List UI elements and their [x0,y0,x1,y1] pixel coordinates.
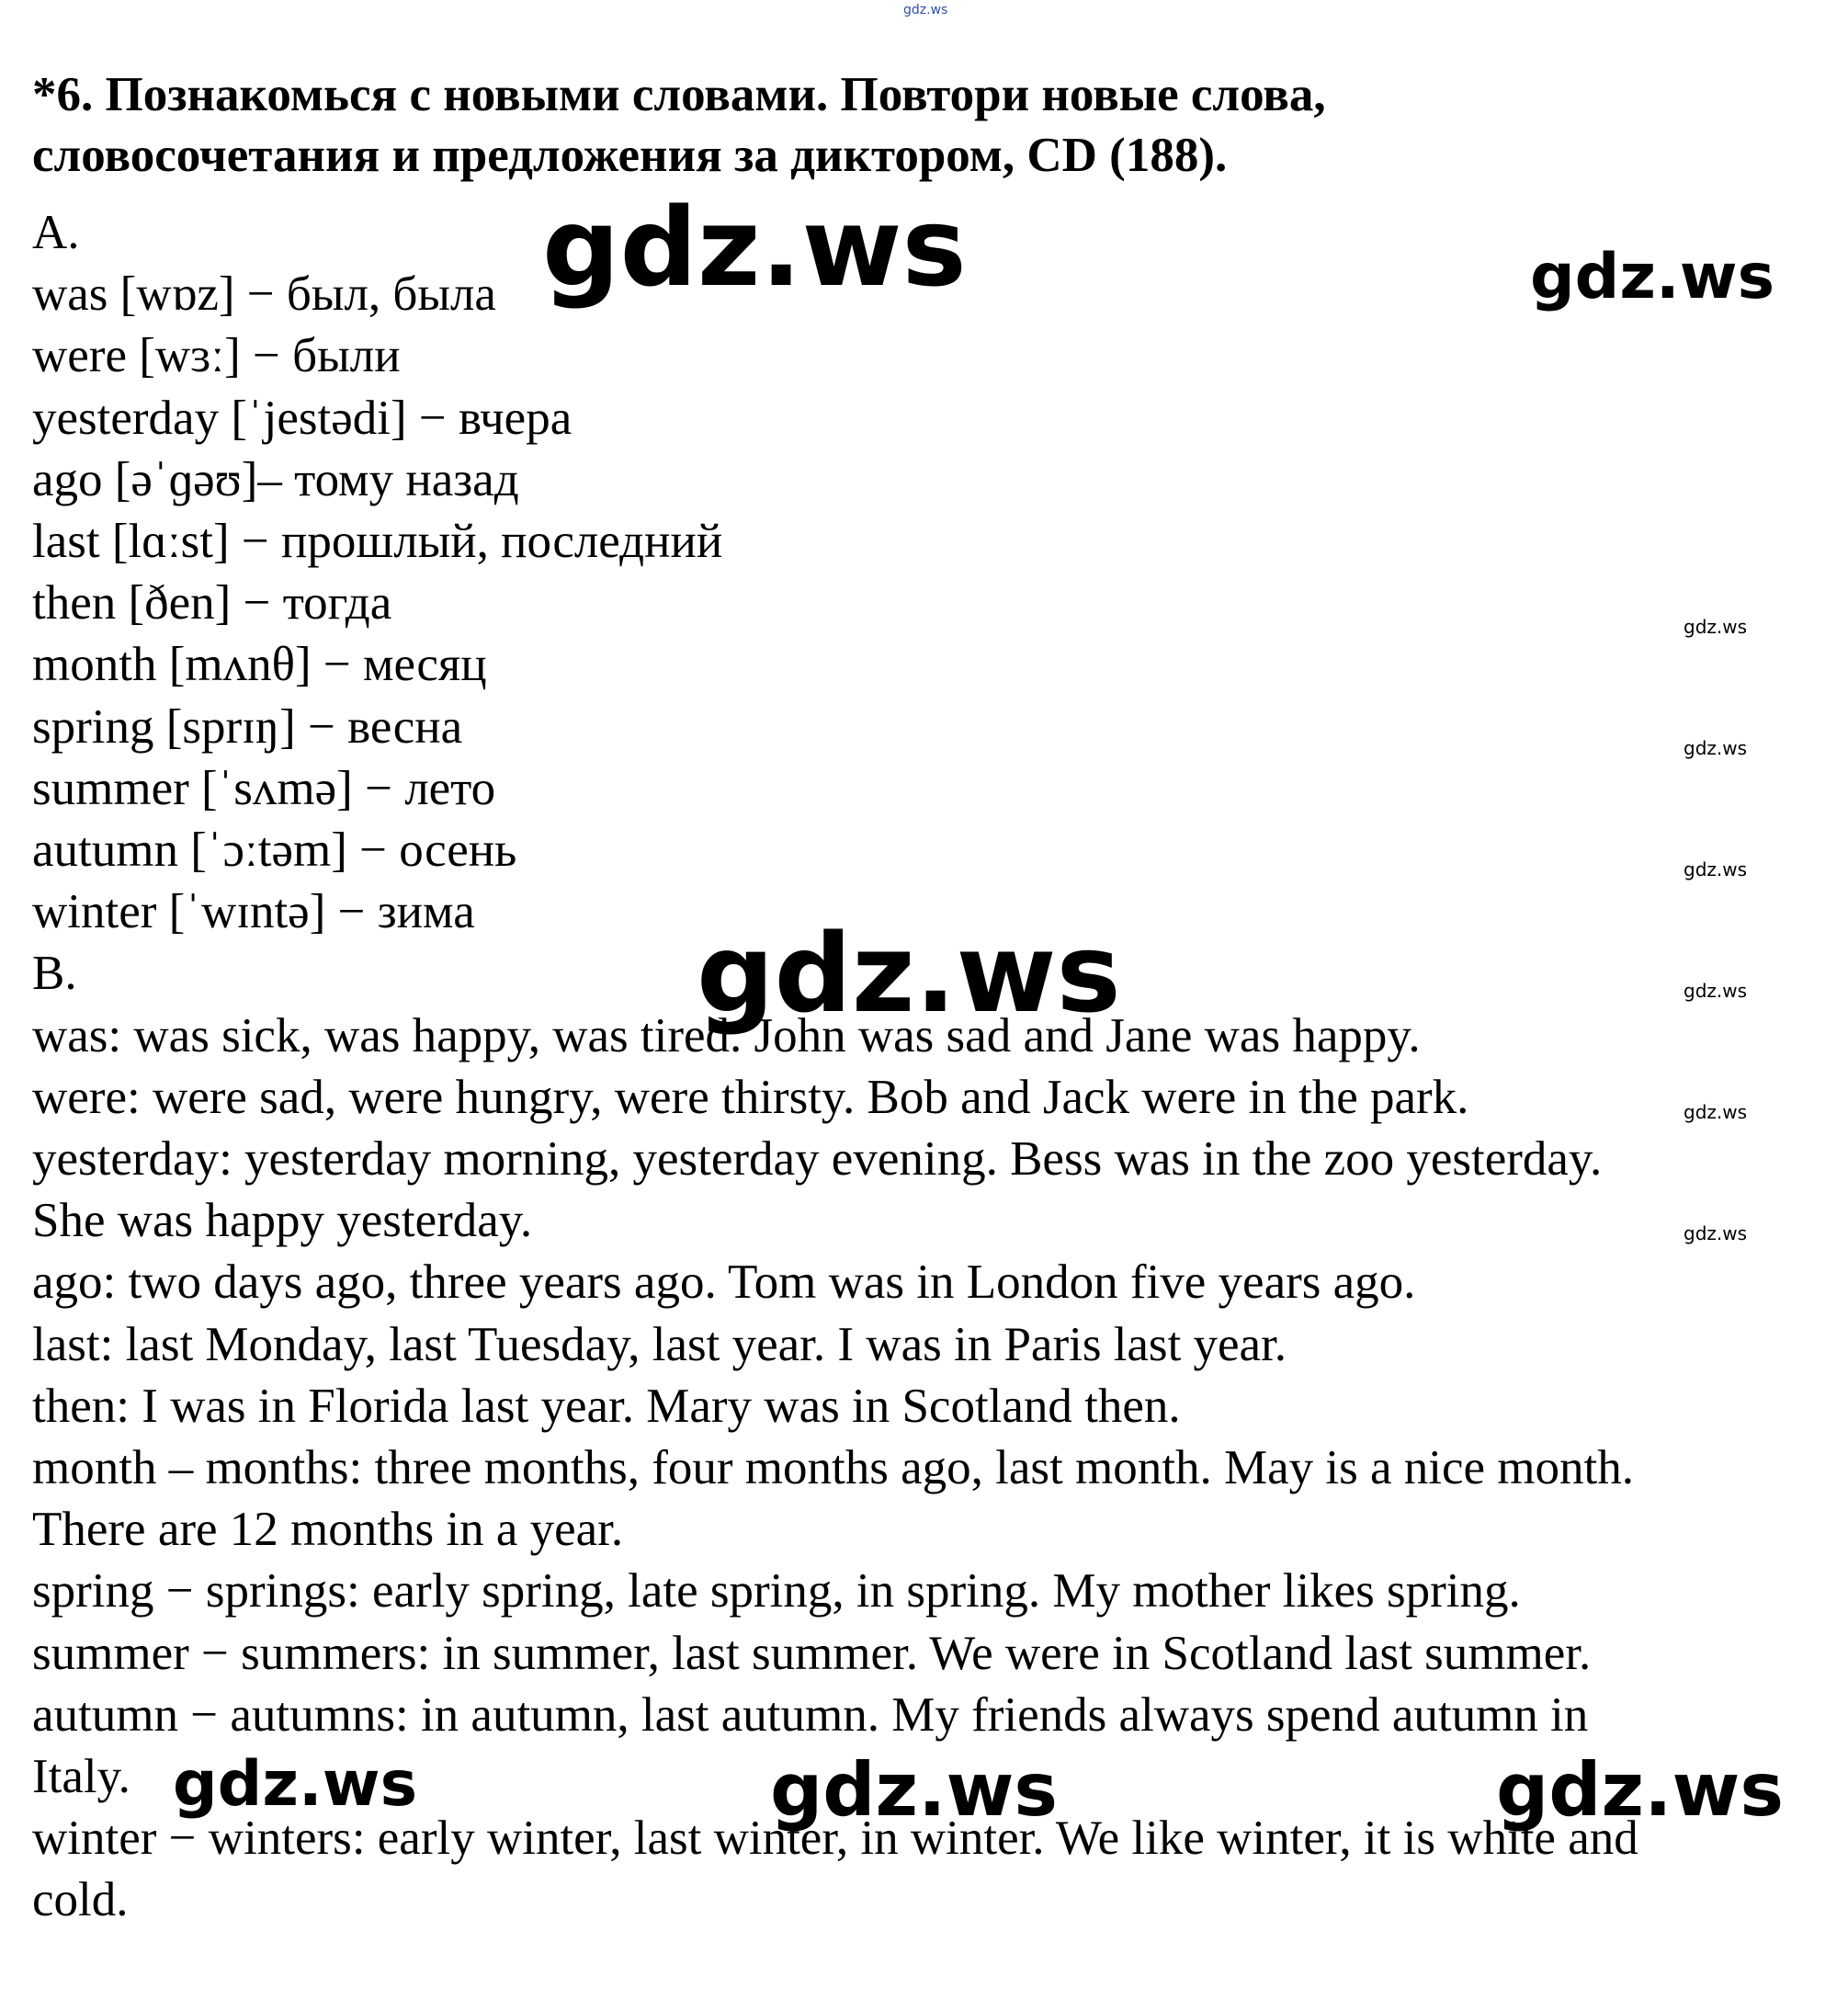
vocab-entry: ago [əˈɡəʊ]– тому назад [32,452,519,506]
watermark-small: gdz.ws [1684,616,1748,638]
vocab-entry: month [mʌnθ] − месяц [32,638,487,692]
watermark-large-top: gdz.ws [542,184,967,311]
vocab-entry: summer [ˈsʌmə] − лето [32,761,496,815]
watermark-top-right: gdz.ws [1530,241,1775,313]
example-line: ago: two days ago, three years ago. Tom was in London five years ago. [32,1255,1416,1310]
example-line: last: last Monday, last Tuesday, last year. I was in Paris last year. [32,1317,1287,1371]
vocab-entry: last [lɑːst] − прошлый, последний [32,515,723,569]
watermark-bottom-left: gdz.ws [173,1748,418,1821]
watermark-small: gdz.ws [1684,858,1748,880]
watermark-bottom-center: gdz.ws [770,1747,1059,1833]
example-line: cold. [32,1873,129,1927]
example-line: was: was sick, was happy, was tired. John was sad and Jane was happy. [32,1008,1421,1062]
header-watermark: gdz.ws [903,3,948,17]
watermark-large-middle: gdz.ws [697,910,1121,1037]
section-a-label: A. [32,206,80,259]
example-line: Italy. [32,1750,130,1804]
example-line: month – months: three months, four months ago, last month. May is a nice month. [32,1441,1634,1495]
example-line: spring − springs: early spring, late spring, in spring. My mother likes spring. [32,1564,1521,1619]
example-line: were: were sad, were hungry, were thirsty. Bob and Jack were in the park. [32,1070,1469,1124]
example-line: summer − summers: in summer, last summer. We were in Scotland last summer. [32,1626,1592,1680]
example-line: autumn − autumns: in autumn, last autumn. My friends always spend autumn in [32,1687,1589,1742]
watermark-small: gdz.ws [1684,1222,1748,1244]
heading-line-1: *6. Познакомься с новыми словами. Повтори новые слова, [32,68,1326,121]
heading-line-2: словосочетания и предложения за диктором, CD (188). [32,129,1228,182]
vocab-entry: spring [sprɪŋ] − весна [32,699,463,754]
example-line: She was happy yesterday. [32,1194,533,1248]
section-b-label: B. [32,947,77,1001]
watermark-small: gdz.ws [1684,980,1748,1002]
example-line: There are 12 months in a year. [32,1503,624,1557]
vocab-entry: was [wɒz] − был, была [32,267,496,322]
example-line: yesterday: yesterday morning, yesterday evening. Bess was in the zoo yesterday. [32,1132,1603,1187]
vocab-entry: autumn [ˈɔːtəm] − осень [32,823,517,878]
vocab-entry: winter [ˈwɪntə] − зима [32,885,475,939]
watermark-small: gdz.ws [1684,1101,1748,1123]
example-line: then: I was in Florida last year. Mary was in Scotland then. [32,1379,1181,1433]
watermark-bottom-right: gdz.ws [1496,1747,1785,1833]
vocab-entry: then [ðen] − тогда [32,576,392,630]
watermark-small: gdz.ws [1684,737,1748,759]
vocab-entry: were [wɜː] − были [32,329,401,383]
vocab-entry: yesterday [ˈjestədi] − вчера [32,391,573,445]
example-line: winter − winters: early winter, last winter, in winter. We like winter, it is white and [32,1812,1638,1866]
exercise-heading [32,64,1833,186]
